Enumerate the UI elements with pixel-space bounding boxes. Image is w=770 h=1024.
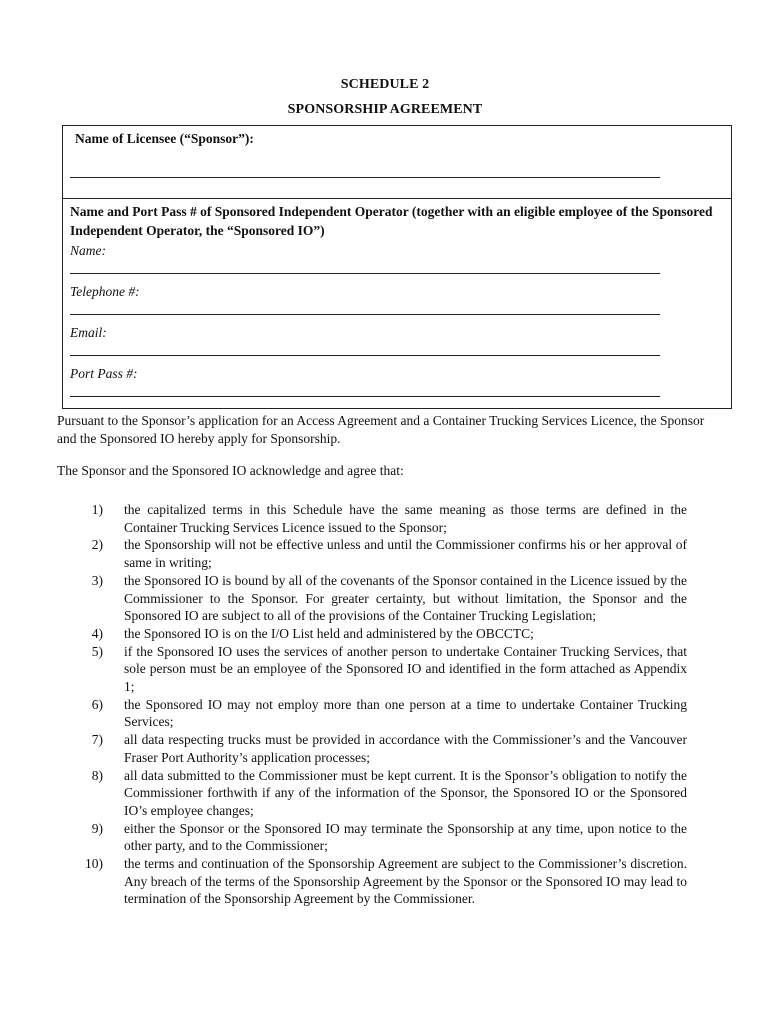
email-label: Email: [70, 325, 107, 340]
list-item-text: the capitalized terms in this Schedule have the same meaning as those terms are defined in the Container Trucking Services Licence issued to the Sponsor; [124, 502, 687, 535]
list-item [57, 731, 687, 766]
telephone-field[interactable] [70, 314, 660, 315]
list-item [57, 625, 687, 643]
port-pass-label: Port Pass #: [70, 366, 138, 381]
list-item-text: the Sponsored IO is bound by all of the covenants of the Sponsor contained in the Licence issued by the Commissioner to the Sponsor. For greater certainty, but without limitation, the Sponsor and the Sponsored IO are subject to all of the provisions of the Container Trucking Legislation; [124, 572, 687, 624]
list-item-number: 2) [91, 537, 103, 553]
list-item-number: 3) [91, 572, 103, 588]
email-field[interactable] [70, 355, 660, 356]
list-item-number: 8) [91, 767, 103, 783]
list-item-text: all data respecting trucks must be provided in accordance with the Commissioner’s and the Vancouver Fraser Port Authority’s application processes; [124, 732, 687, 765]
form-divider [63, 198, 731, 199]
list-item [57, 643, 687, 696]
list-item [57, 696, 687, 731]
list-item-number: 6) [91, 696, 103, 712]
port-pass-field[interactable] [70, 396, 660, 397]
list-item-text: either the Sponsor or the Sponsored IO may terminate the Sponsorship at any time, upon notice to the other party, and to the Commissioner; [124, 820, 687, 854]
list-item [57, 572, 687, 625]
document-title: SPONSORSHIP AGREEMENT [287, 102, 483, 117]
list-item [57, 501, 687, 536]
terms-list [57, 501, 687, 908]
sponsorship-form-box [62, 125, 732, 409]
list-item [57, 820, 687, 855]
telephone-label: Telephone #: [70, 284, 140, 299]
list-item [57, 767, 687, 820]
list-item-text: the Sponsored IO may not employ more than one person at a time to undertake Container Trucking Services; [124, 696, 687, 730]
list-item-text: the Sponsored IO is on the I/O List held and administered by the OBCCTC; [124, 625, 534, 641]
operator-name-label: Name: [70, 243, 106, 258]
operator-name-field[interactable] [70, 273, 660, 274]
list-item-text: if the Sponsored IO uses the services of another person to undertake Container Trucking Services, that sole person must be an employee of the Sponsored IO and identified in the form attached as Appendix 1; [124, 643, 687, 695]
sponsor-name-label: Name of Licensee (“Sponsor”): [75, 131, 254, 146]
list-item-number: 1) [91, 502, 103, 517]
list-item [57, 536, 687, 571]
list-item-text: all data submitted to the Commissioner must be kept current. It is the Sponsor’s obligation to notify the Commissioner forthwith if any of the information of the Sponsor, the Sponsored IO or the Sponsored IO’s employee changes; [124, 767, 687, 818]
operator-section-label: Name and Port Pass # of Sponsored Independent Operator (together with an eligible employee of the Sponsored Independent Operator, the “Sponsored IO”) [70, 204, 713, 238]
list-item [57, 855, 687, 908]
list-item-number: 9) [91, 820, 103, 836]
list-item-text: the Sponsorship will not be effective unless and until the Commissioner confirms his or her approval of same in writing; [124, 537, 687, 571]
list-item-number: 7) [91, 732, 103, 748]
sponsor-name-field[interactable] [70, 177, 660, 178]
list-item-number: 5) [91, 643, 103, 659]
list-item-text: the terms and continuation of the Sponsorship Agreement are subject to the Commissioner’s discretion. Any breach of the terms of the Sponsorship Agreement by the Sponsor or the Sponsored IO may lead to termination of the Sponsorship Agreement by the Commissioner. [124, 856, 687, 907]
acknowledge-paragraph: The Sponsor and the Sponsored IO acknowledge and agree that: [57, 463, 404, 478]
list-item-number: 10) [85, 856, 103, 872]
intro-paragraph: Pursuant to the Sponsor’s application for an Access Agreement and a Container Trucking Services Licence, the Sponsor and the Sponsored IO hereby apply for Sponsorship. [57, 413, 705, 446]
list-item-number: 4) [91, 625, 103, 641]
schedule-heading: SCHEDULE 2 [340, 77, 430, 92]
